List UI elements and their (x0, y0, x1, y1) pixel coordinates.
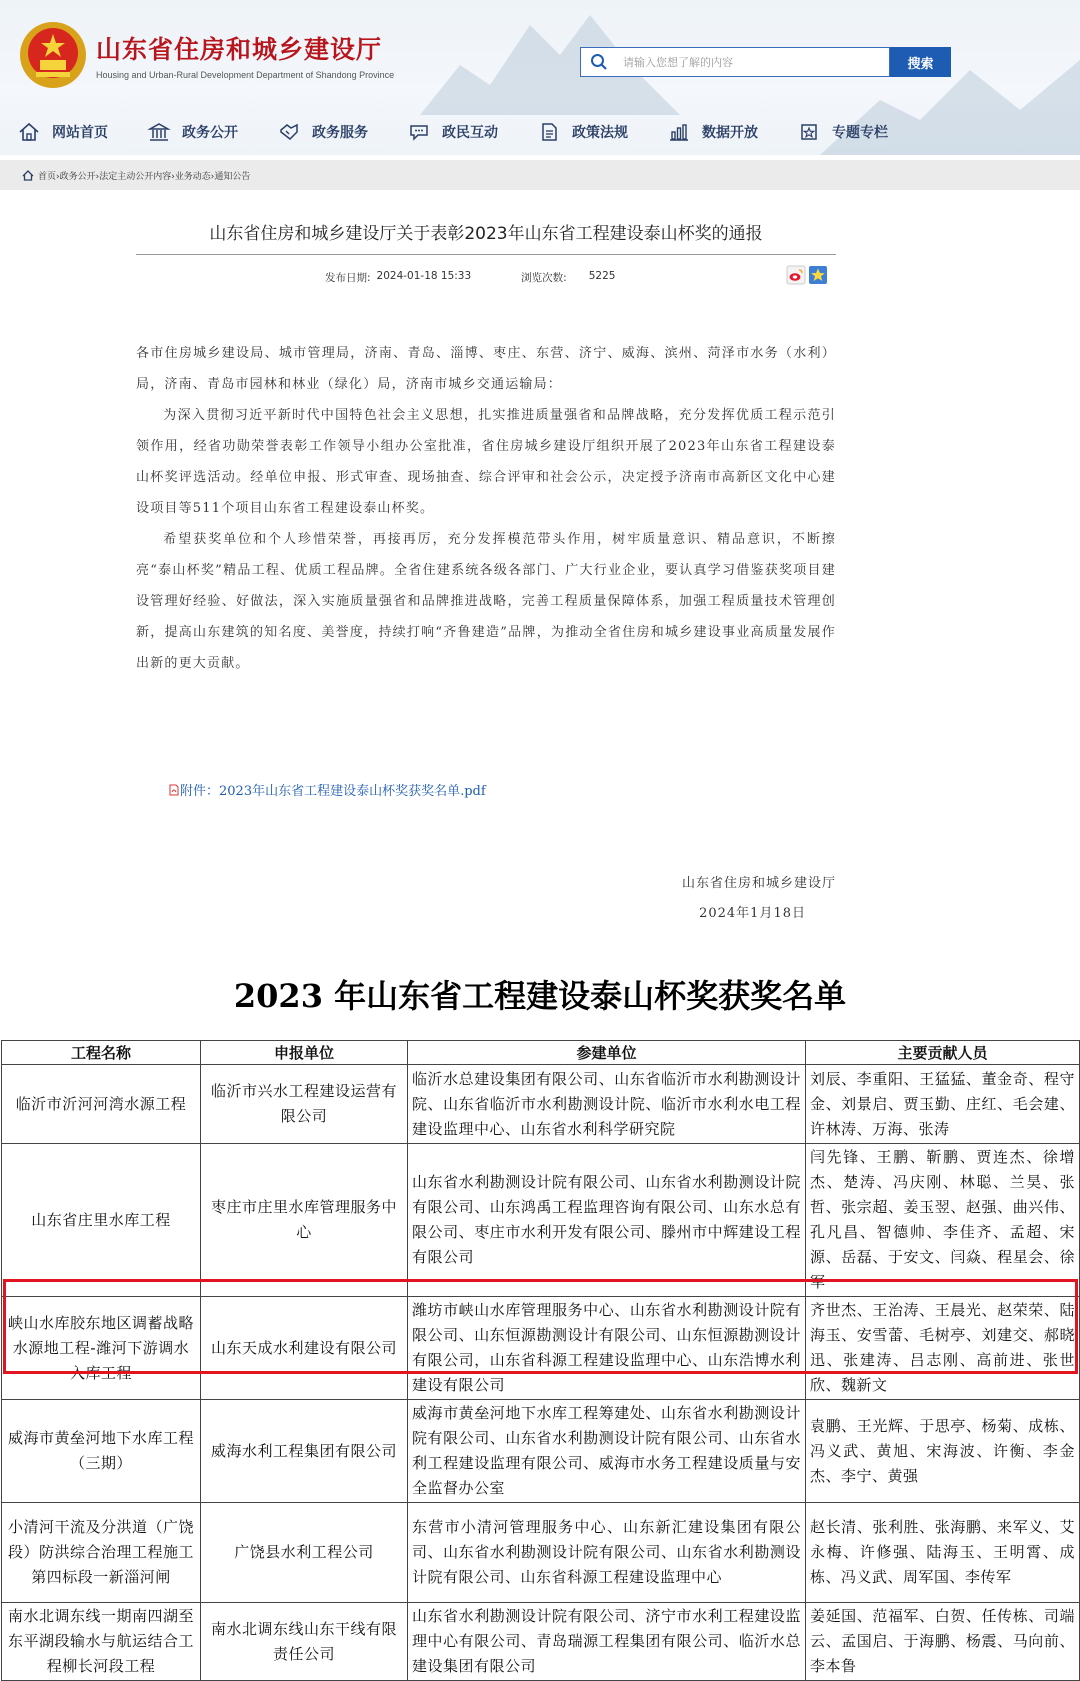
national-emblem-icon (18, 20, 88, 90)
participants-cell: 东营市小清河管理服务中心、山东新汇建设集团有限公司、山东省水利勘测设计院有限公司、山东省水利勘测设计院有限公司、山东省科源工程建设监理中心 (408, 1503, 806, 1603)
contributors-cell: 姜延国、范福军、白贺、任传栋、司端云、孟国启、于海鹏、杨震、马向前、李本鲁 (806, 1603, 1080, 1681)
contributors-cell: 齐世杰、王治涛、王晨光、赵荣荣、陆海玉、安雪蕾、毛树亭、刘建交、郝晓迅、张建涛、吕志刚、高前进、张世欣、魏新文 (806, 1297, 1080, 1400)
applicant-cell: 山东天成水利建设有限公司 (201, 1297, 408, 1400)
article-body (136, 338, 836, 679)
home-icon (18, 122, 40, 142)
column-header: 申报单位 (201, 1041, 408, 1065)
government-building-icon (148, 122, 170, 142)
search-button[interactable]: 搜索 (890, 47, 951, 77)
main-nav (18, 117, 928, 147)
participants-cell: 威海市黄垒河地下水库工程筹建处、山东省水利勘测设计院有限公司、山东省水利勘测设计院有限公司、山东省水利工程建设监理有限公司、威海市水务工程建设质量与安全监督办公室 (408, 1400, 806, 1503)
project-name-cell: 威海市黄垒河地下水库工程（三期） (2, 1400, 201, 1503)
attachment-link[interactable] (168, 780, 486, 799)
nav-item-open-data[interactable] (668, 117, 758, 147)
contributors-cell: 闫先锋、王鹏、靳鹏、贾连杰、徐增杰、楚涛、冯庆刚、林聪、兰昊、张哲、张宗超、姜玉翌、赵强、曲兴伟、孔凡昌、智德帅、李佳齐、孟超、宋源、岳磊、于安文、闫焱、程星会、徐军 (806, 1144, 1080, 1297)
nav-item-gov-services[interactable] (278, 117, 368, 147)
attachment-label[interactable]: 附件：2023年山东省工程建设泰山杯奖获奖名单.pdf (180, 784, 486, 799)
nav-item-label: 政策法规 (572, 125, 628, 141)
column-header: 工程名称 (2, 1041, 201, 1065)
participants-cell: 山东省水利勘测设计院有限公司、山东省水利勘测设计院有限公司、山东鸿禹工程监理咨询有限公司、山东水总有限公司、枣庄市水利开发有限公司、滕州市中辉建设工程有限公司 (408, 1144, 806, 1297)
favorite-star-icon[interactable] (809, 266, 827, 284)
chat-icon (408, 122, 430, 142)
publish-date-label: 发布日期: (325, 272, 371, 284)
table-row (2, 1144, 1080, 1297)
project-name-cell: 山东省庄里水库工程 (2, 1144, 201, 1297)
nav-item-label: 数据开放 (702, 125, 758, 141)
article-paragraph-salutation: 各市住房城乡建设局、城市管理局，济南、青岛、淄博、枣庄、东营、济宁、威海、滨州、菏泽市水务（水利）局，济南、青岛市园林和林业（绿化）局，济南市城乡交通运输局： (136, 346, 836, 392)
nav-item-label: 政民互动 (442, 125, 498, 141)
project-name-cell: 小清河干流及分洪道（广饶段）防洪综合治理工程施工第四标段一新淄河闸 (2, 1503, 201, 1603)
nav-item-gov-affairs[interactable] (148, 117, 238, 147)
article-title: 山东省住房和城乡建设厅关于表彰2023年山东省工程建设泰山杯奖的通报 (209, 224, 763, 244)
site-header (0, 0, 1080, 155)
applicant-cell: 临沂市兴水工程建设运营有限公司 (201, 1065, 408, 1144)
table-row (2, 1297, 1080, 1400)
applicant-cell: 枣庄市庄里水库管理服务中心 (201, 1144, 408, 1297)
table-header-row (2, 1041, 1080, 1065)
column-header: 参建单位 (408, 1041, 806, 1065)
nav-item-special-topics[interactable] (798, 117, 888, 147)
publish-date: 2024-01-18 15:33 (376, 270, 472, 282)
signature: 山东省住房和城乡建设厅 (681, 876, 836, 891)
contributors-cell: 袁鹏、王光辉、于思亭、杨菊、成栋、冯义武、黄旭、宋海波、许衡、李金杰、李宁、黄强 (806, 1400, 1080, 1503)
project-name-cell: 临沂市沂河河湾水源工程 (2, 1065, 201, 1144)
breadcrumb (0, 160, 1080, 190)
project-name-cell: 南水北调东线一期南四湖至东平湖段输水与航运结合工程柳长河段工程 (2, 1603, 201, 1681)
table-row (2, 1503, 1080, 1603)
breadcrumb-trail[interactable]: 首页›政务公开›法定主动公开内容›业务动态›通知公告 (38, 171, 251, 182)
nav-item-home[interactable] (18, 117, 108, 147)
article-meta (325, 270, 621, 285)
nav-item-interaction[interactable] (408, 117, 498, 147)
participants-cell: 潍坊市峡山水库管理服务中心、山东省水利勘测设计院有限公司、山东恒源勘测设计有限公司、山东恒源勘测设计有限公司，山东省科源工程建设监理中心、山东浩博水利建设有限公司 (408, 1297, 806, 1400)
site-title[interactable]: 山东省住房和城乡建设厅 (96, 35, 383, 64)
bar-chart-icon (668, 122, 690, 142)
document-icon (538, 122, 560, 142)
column-header: 主要贡献人员 (806, 1041, 1080, 1065)
view-count-label: 浏览次数: (521, 272, 567, 284)
participants-cell: 山东省水利勘测设计院有限公司、济宁市水利工程建设监理中心有限公司、青岛瑞源工程集团有限公司、临沂水总建设集团有限公司 (408, 1603, 806, 1681)
nav-item-label: 网站首页 (52, 125, 108, 141)
search-icon (581, 48, 617, 76)
title-divider (136, 254, 836, 255)
share-buttons (787, 266, 827, 284)
site-subtitle: Housing and Urban-Rural Development Department of Shandong Province (96, 70, 395, 80)
view-count: 5225 (588, 270, 616, 282)
weibo-share-icon[interactable] (787, 266, 805, 284)
pdf-icon (168, 784, 180, 796)
table-row (2, 1400, 1080, 1503)
home-icon[interactable] (22, 170, 34, 181)
nav-item-policy[interactable] (538, 117, 628, 147)
nav-item-label: 政务公开 (182, 125, 238, 141)
applicant-cell: 南水北调东线山东干线有限责任公司 (201, 1603, 408, 1681)
search-input[interactable] (617, 49, 877, 75)
search-box (580, 47, 890, 77)
signature-date: 2024年1月18日 (699, 906, 806, 921)
contributors-cell: 刘辰、李重阳、王猛猛、董金奇、程守金、刘景启、贾玉勤、庄红、毛会建、许林涛、万海、张涛 (806, 1065, 1080, 1144)
award-list-title: 2023 年山东省工程建设泰山杯奖获奖名单 (233, 977, 847, 1015)
project-name-cell: 峡山水库胶东地区调蓄战略水源地工程-潍河下游调水入库工程 (2, 1297, 201, 1400)
applicant-cell: 威海水利工程集团有限公司 (201, 1400, 408, 1503)
nav-item-label: 政务服务 (312, 125, 368, 141)
contributors-cell: 赵长清、张利胜、张海鹏、来军义、艾永梅、许修强、陆海玉、王明霄、成栋、冯义武、周军国、李传军 (806, 1503, 1080, 1603)
handshake-icon (278, 122, 300, 142)
article-paragraph: 为深入贯彻习近平新时代中国特色社会主义思想，扎实推进质量强省和品牌战略，充分发挥优质工程示范引领作用，经省功勋荣誉表彰工作领导小组办公室批准，省住房城乡建设厅组织开展了2023年山东省工程建设泰山杯奖评选活动。经单位申报、形式审查、现场抽查、综合评审和社会公示，决定授予济南市高新区文化中心建设项目等511个项目山东省工程建设泰山杯奖。 (136, 408, 836, 516)
nav-item-label: 专题专栏 (832, 125, 888, 141)
table-row (2, 1065, 1080, 1144)
applicant-cell: 广饶县水利工程公司 (201, 1503, 408, 1603)
award-table (1, 1040, 1080, 1681)
article-paragraph: 希望获奖单位和个人珍惜荣誉，再接再厉，充分发挥模范带头作用，树牢质量意识、精品意识，不断擦亮“泰山杯奖”精品工程、优质工程品牌。全省住建系统各级各部门、广大行业企业，要认真学习借鉴获奖项目建设管理好经验、好做法，深入实施质量强省和品牌推进战略，完善工程质量保障体系，加强工程质量技术管理创新，提高山东建筑的知名度、美誉度，持续打响“齐鲁建造”品牌，为推动全省住房和城乡建设事业高质量发展作出新的更大贡献。 (136, 532, 836, 671)
star-badge-icon (798, 122, 820, 142)
table-row (2, 1603, 1080, 1681)
participants-cell: 临沂水总建设集团有限公司、山东省临沂市水利勘测设计院、山东省临沂市水利勘测设计院、临沂市水利水电工程建设监理中心、山东省水利科学研究院 (408, 1065, 806, 1144)
